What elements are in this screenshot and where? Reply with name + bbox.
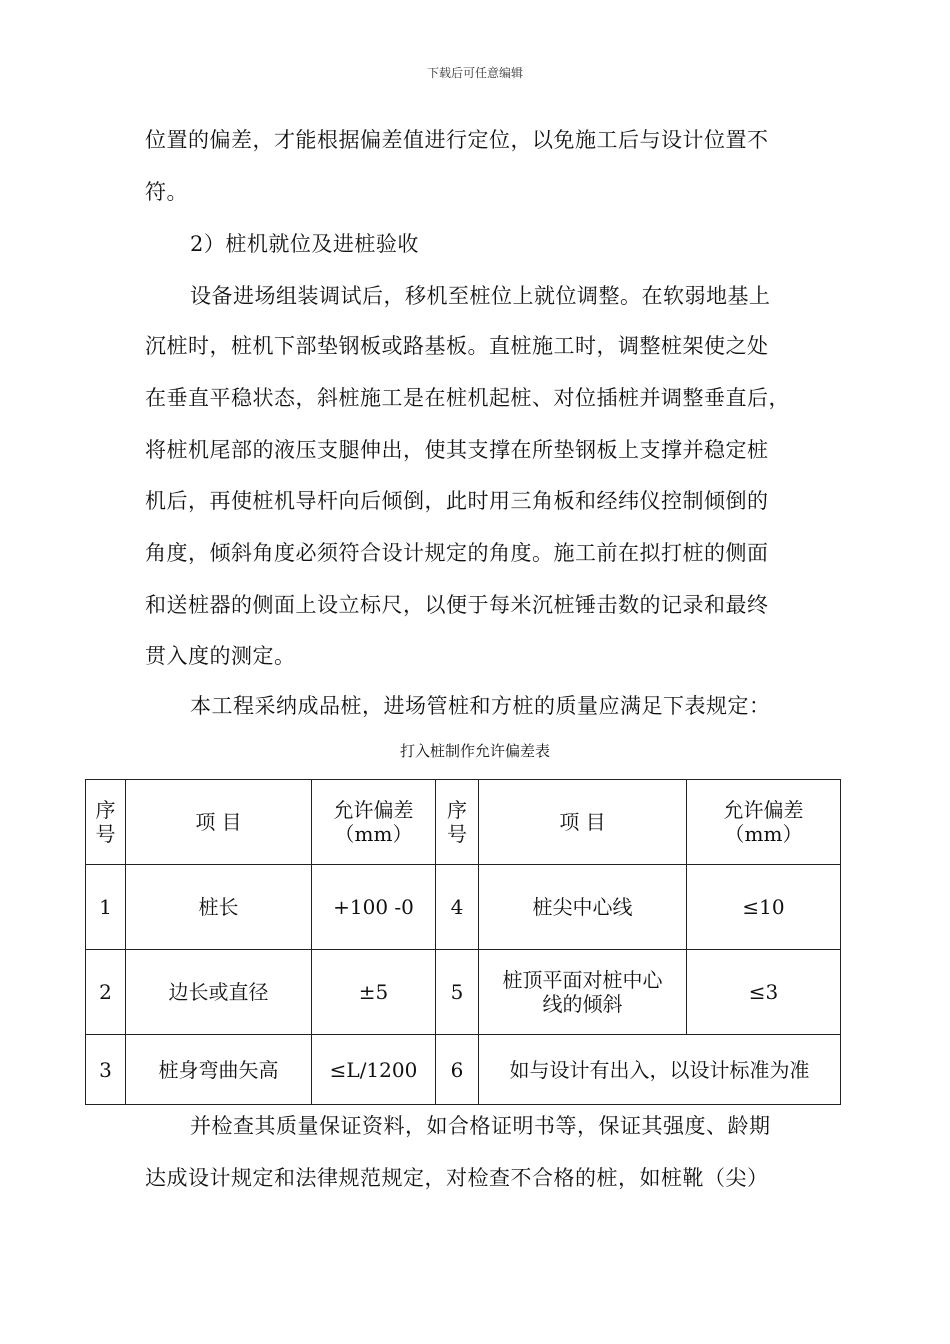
cell-tolerance: ≤L/1200 — [312, 1035, 436, 1105]
header-cell-item: 项 目 — [479, 780, 687, 865]
cell-item: 桩长 — [126, 865, 312, 950]
body-line: 沉桩时，桩机下部垫钢板或路基板。直桩施工时，调整桩架使之处 — [145, 334, 769, 358]
table-row — [86, 1035, 841, 1105]
body-line: 达成设计规定和法律规范规定，对检查不合格的桩，如桩靴（尖） — [145, 1166, 769, 1190]
section-heading: 2）桩机就位及进桩验收 — [190, 232, 419, 256]
page-header: 下载后可任意编辑 — [426, 66, 523, 80]
body-line: 符。 — [145, 180, 188, 204]
body-line: 角度，倾斜角度必须符合设计规定的角度。施工前在拟打桩的侧面 — [145, 541, 769, 565]
body-line: 贯入度的测定。 — [145, 644, 296, 668]
cell-seq: 1 — [86, 865, 126, 950]
table-header-row — [86, 780, 841, 865]
cell-item-merged: 如与设计有出入，以设计标准为准 — [479, 1035, 841, 1105]
body-line: 并检查其质量保证资料，如合格证明书等，保证其强度、龄期 — [190, 1114, 771, 1138]
cell-tolerance: ≤10 — [687, 865, 841, 950]
header-cell-seq: 序号 — [86, 780, 126, 865]
cell-tolerance: ≤3 — [687, 950, 841, 1035]
body-line: 设备进场组装调试后，移机至桩位上就位调整。在软弱地基上 — [190, 284, 771, 308]
cell-tolerance: +100 -0 — [312, 865, 436, 950]
body-line: 将桩机尾部的液压支腿伸出，使其支撑在所垫钢板上支撑并稳定桩 — [145, 438, 769, 462]
cell-item: 桩顶平面对桩中心 线的倾斜 — [479, 950, 687, 1035]
body-line: 位置的偏差，才能根据偏差值进行定位，以免施工后与设计位置不 — [145, 128, 769, 152]
cell-seq: 3 — [86, 1035, 126, 1105]
table-row — [86, 865, 841, 950]
body-line: 和送桩器的侧面上设立标尺，以便于每米沉桩锤击数的记录和最终 — [145, 593, 769, 617]
table-caption: 打入桩制作允许偏差表 — [399, 742, 550, 760]
header-cell-tolerance: 允许偏差 （mm） — [687, 780, 841, 865]
cell-item: 桩尖中心线 — [479, 865, 687, 950]
cell-seq: 2 — [86, 950, 126, 1035]
header-cell-tolerance: 允许偏差 （mm） — [312, 780, 436, 865]
body-line: 在垂直平稳状态，斜桩施工是在桩机起桩、对位插桩并调整垂直后， — [145, 386, 790, 410]
header-cell-seq: 序号 — [436, 780, 479, 865]
body-line: 本工程采纳成品桩，进场管桩和方桩的质量应满足下表规定： — [190, 694, 771, 718]
body-line: 机后，再使桩机导杆向后倾倒，此时用三角板和经纬仪控制倾倒的 — [145, 489, 769, 513]
header-cell-item: 项 目 — [126, 780, 312, 865]
tolerance-table — [85, 779, 841, 1105]
cell-tolerance: ±5 — [312, 950, 436, 1035]
cell-seq: 6 — [436, 1035, 479, 1105]
cell-seq: 5 — [436, 950, 479, 1035]
table-row — [86, 950, 841, 1035]
cell-item: 桩身弯曲矢高 — [126, 1035, 312, 1105]
cell-item: 边长或直径 — [126, 950, 312, 1035]
cell-seq: 4 — [436, 865, 479, 950]
